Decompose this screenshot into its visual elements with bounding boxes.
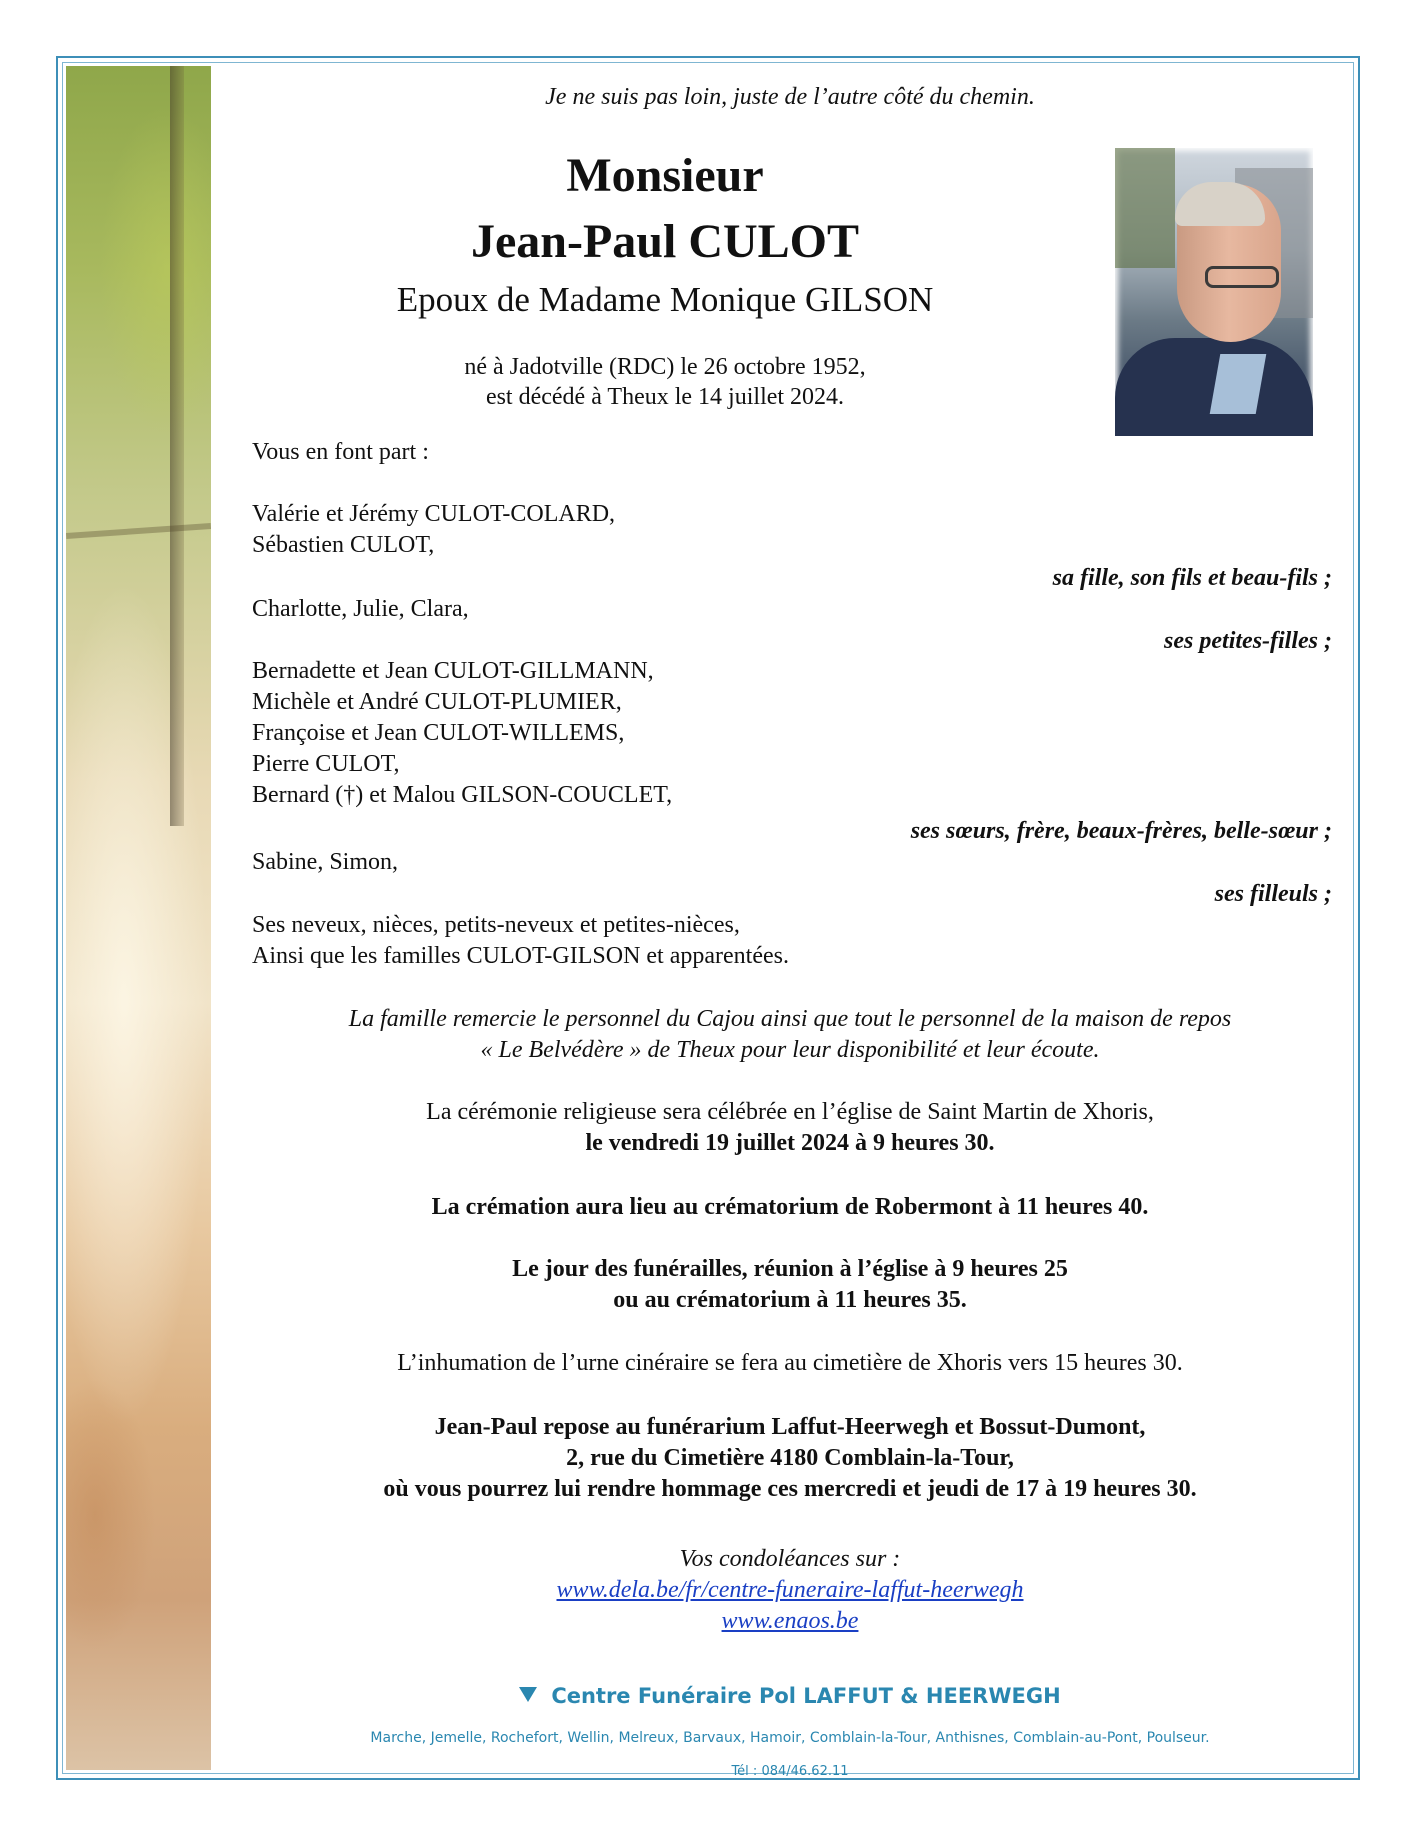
family-group-children — [252, 499, 1332, 561]
family-line: Bernard (†) et Malou GILSON-COUCLET, — [252, 782, 673, 808]
condolences-link-dela[interactable]: www.dela.be/fr/centre-funeraire-laffut-heerwegh — [556, 1577, 1024, 1603]
epigraph: Je ne suis pas loin, juste de l’autre côté du chemin. — [545, 84, 1035, 110]
ceremony-info: La cérémonie religieuse sera célébrée en l’église de Saint Martin de Xhoris, le vendredi 19 juillet 2024 à 9 heures 30. — [426, 1099, 1154, 1156]
forest-path-image — [66, 66, 211, 1770]
family-line: Ainsi que les familles CULOT-GILSON et apparentées. — [252, 943, 789, 969]
condolences-link-enaos[interactable]: www.enaos.be — [721, 1608, 859, 1634]
relation-children: sa fille, son fils et beau-fils ; — [1052, 565, 1332, 591]
portrait-photo — [1115, 148, 1313, 436]
announcement-intro: Vous en font part : — [252, 439, 429, 465]
condolences-block — [250, 1544, 1330, 1637]
meeting-info: Le jour des funérailles, réunion à l’église à 9 heures 25 ou au crématorium à 11 heures 35. — [512, 1256, 1068, 1313]
title-honorific: Monsieur — [566, 149, 764, 202]
burial-info: L’inhumation de l’urne cinéraire se fera au cimetière de Xhoris vers 15 heures 30. — [397, 1350, 1183, 1376]
relation-granddaughters: ses petites-filles ; — [1164, 628, 1332, 654]
family-line: Charlotte, Julie, Clara, — [252, 596, 469, 622]
birth-line: né à Jadotville (RDC) le 26 octobre 1952, — [464, 354, 866, 380]
family-group-siblings — [252, 656, 1332, 811]
family-line: Valérie et Jérémy CULOT-COLARD, — [252, 501, 616, 527]
cremation-info: La crémation aura lieu au crématorium de Robermont à 11 heures 40. — [431, 1194, 1149, 1220]
family-line: Ses neveux, nièces, petits-neveux et petites-nièces, — [252, 912, 740, 938]
funeral-home-info: Jean-Paul repose au funérarium Laffut-Heerwegh et Bossut-Dumont, 2, rue du Cimetière 4180 Comblain-la-Tour, où vous pourrez lui rendre hommage ces mercredi et jeudi de 17 à 19 heures 30. — [383, 1414, 1197, 1502]
thanks-paragraph: La famille remercie le personnel du Cajou ainsi que tout le personnel de la maison de repos « Le Belvédère » de Theux pour leur disponibilité et leur écoute. — [348, 1006, 1232, 1063]
spouse-line: Epoux de Madame Monique GILSON — [396, 280, 934, 319]
birth-death-info — [250, 352, 1080, 412]
relation-siblings: ses sœurs, frère, beaux-frères, belle-sœur ; — [910, 818, 1332, 844]
family-line: Sébastien CULOT, — [252, 532, 435, 558]
death-line: est décédé à Theux le 14 juillet 2024. — [485, 384, 845, 410]
relation-godchildren: ses filleuls ; — [1214, 881, 1332, 907]
deceased-name: Jean-Paul CULOT — [470, 215, 860, 268]
family-line: Bernadette et Jean CULOT-GILLMANN, — [252, 658, 654, 684]
condolences-label: Vos condoléances sur : — [679, 1546, 901, 1572]
family-line: Pierre CULOT, — [252, 751, 400, 777]
family-line: Sabine, Simon, — [252, 849, 399, 875]
family-line: Michèle et André CULOT-PLUMIER, — [252, 689, 622, 715]
funeral-home-brand: Centre Funéraire Pol LAFFUT & HEERWEGH — [250, 1684, 1330, 1708]
phone-number: Tél : 084/46.62.11 — [731, 1764, 849, 1779]
family-line: Françoise et Jean CULOT-WILLEMS, — [252, 720, 625, 746]
family-group-extended — [252, 910, 1332, 972]
triangle-down-icon — [519, 1687, 537, 1702]
branch-towns: Marche, Jemelle, Rochefort, Wellin, Melreux, Barvaux, Hamoir, Comblain-la-Tour, Anthisnes, Comblain-au-Pont, Poulseur. — [370, 1730, 1210, 1746]
